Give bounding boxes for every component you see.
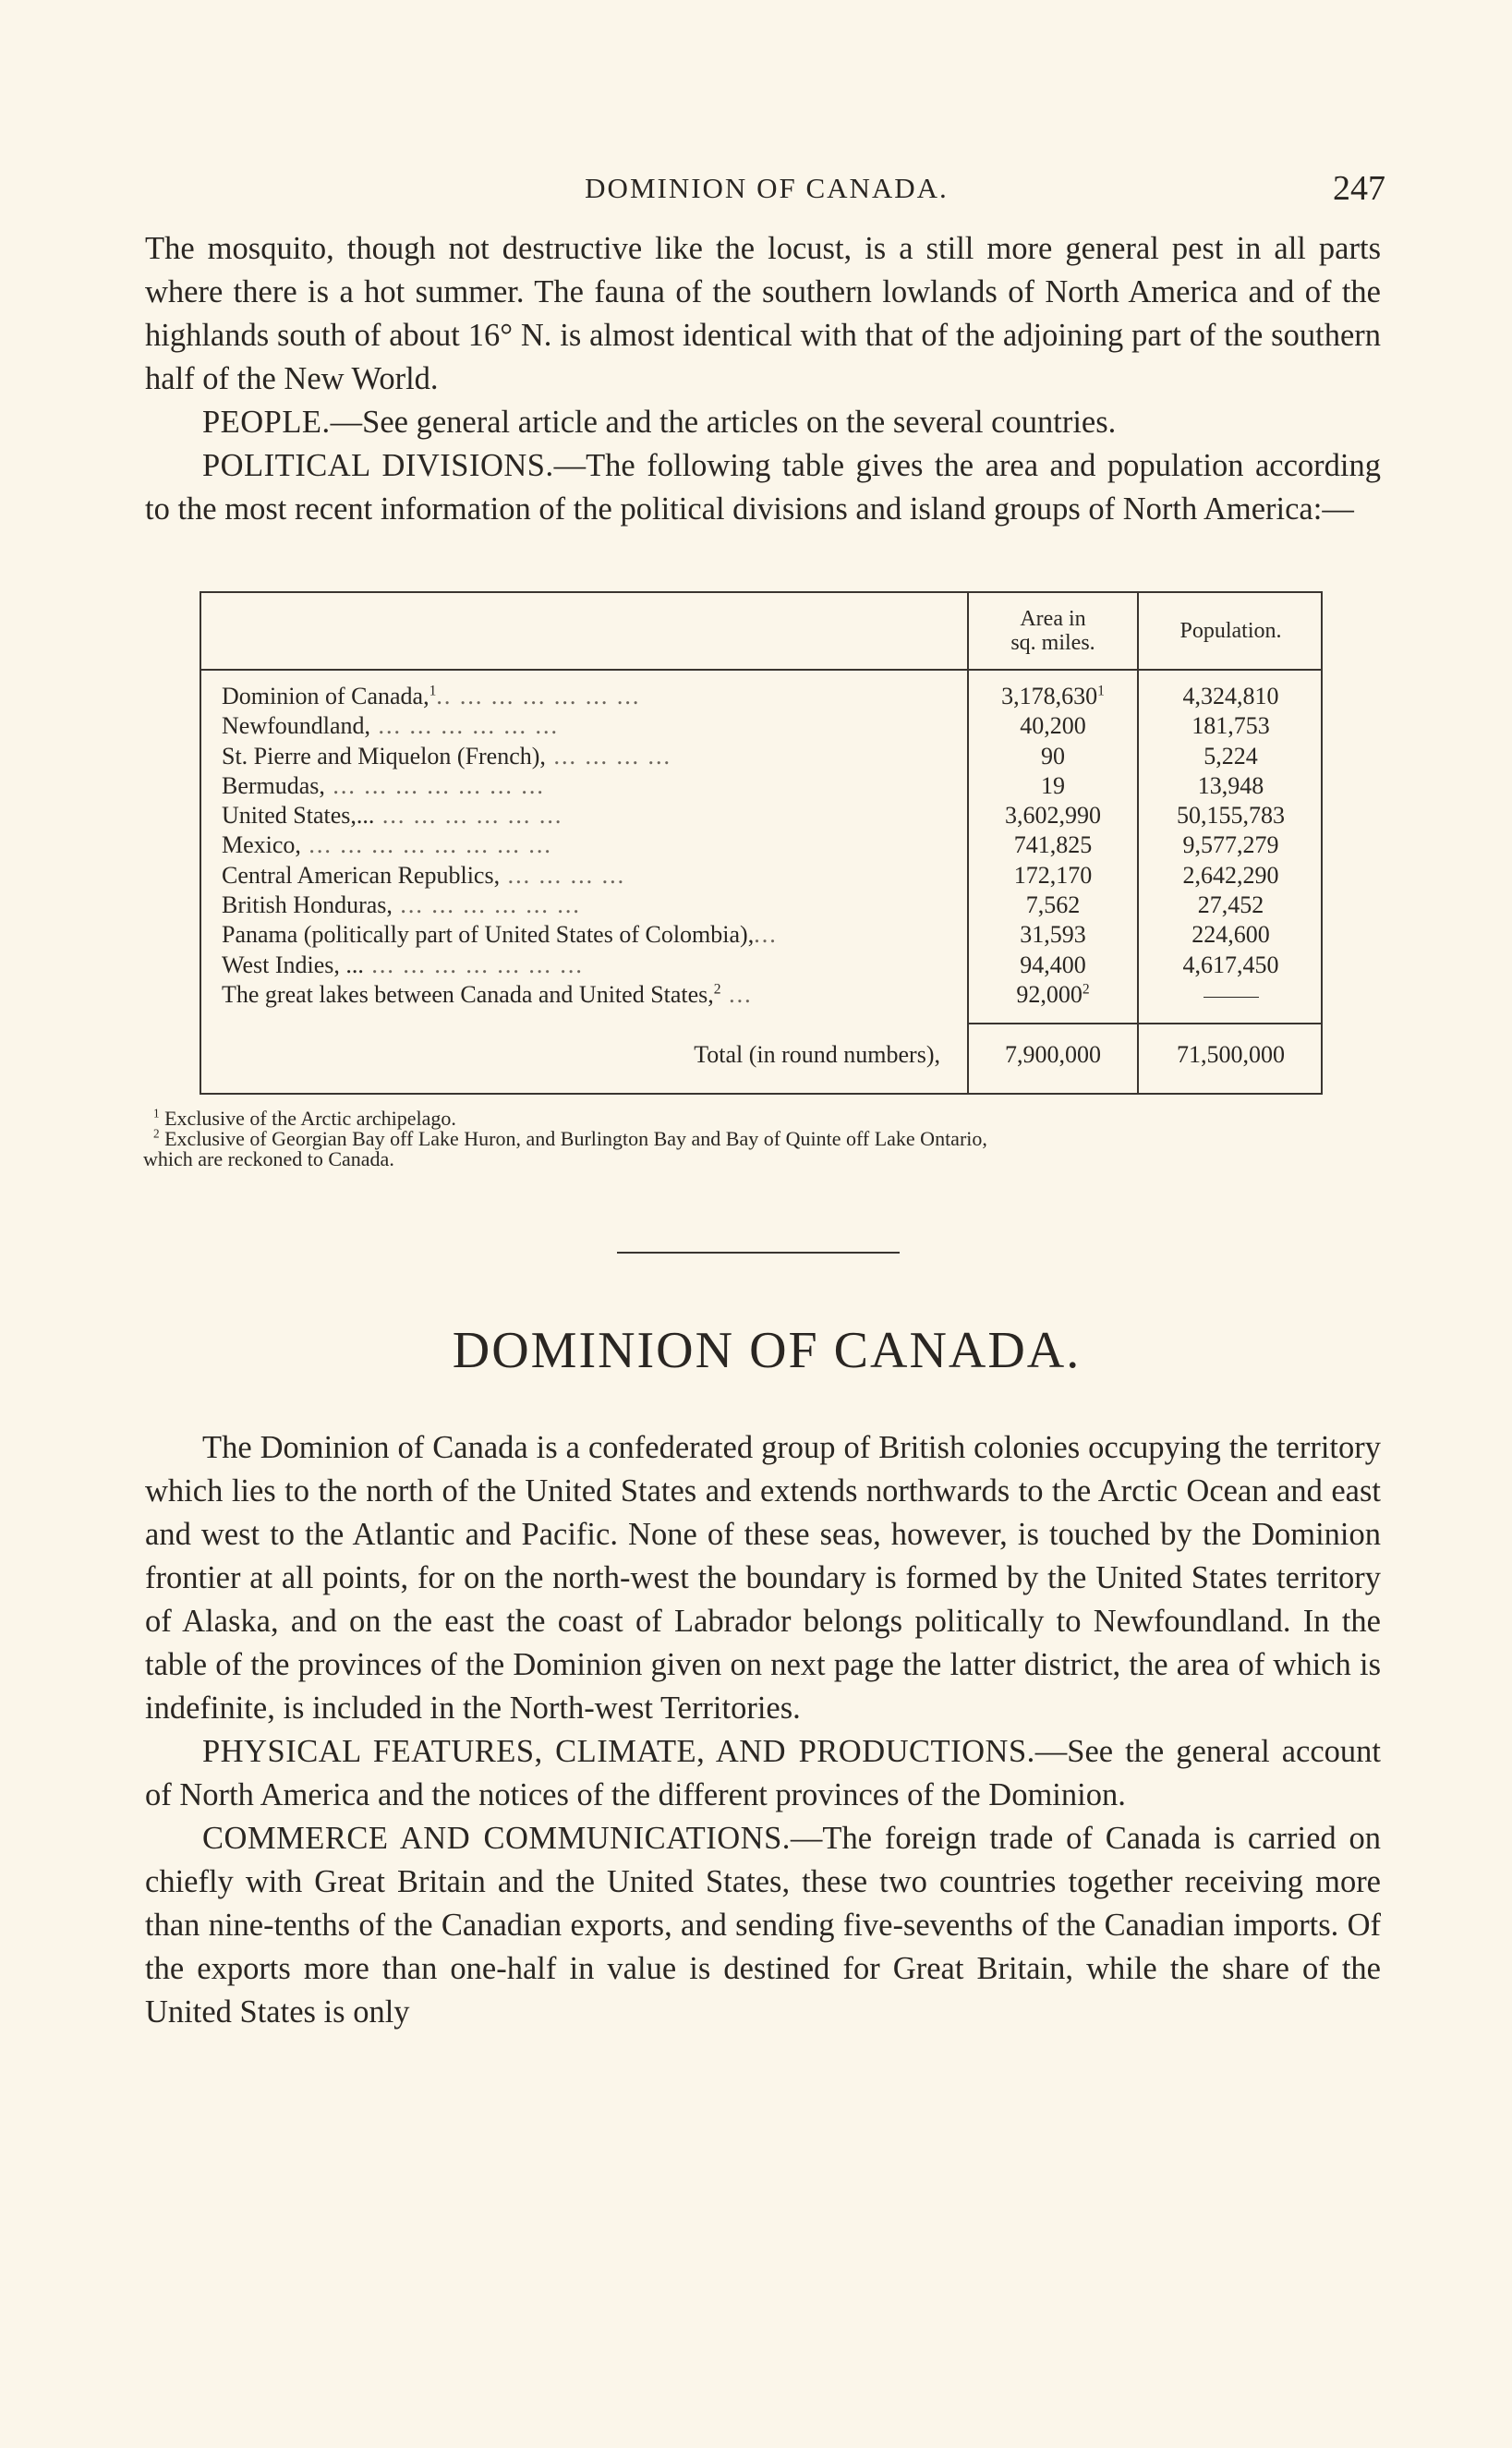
running-head [148,168,1385,208]
table-row [201,771,1321,801]
row-population: 50,155,783 [1177,802,1285,830]
table-row [201,830,1321,860]
footnote-1-mark: 1 [153,1106,160,1121]
row-division-name: Bermudas, ... ... ... ... ... ... ... [222,771,545,799]
row-population [1139,980,1323,1010]
running-title: DOMINION OF CANADA. [585,172,949,204]
row-division-name: Mexico, ... ... ... ... ... ... ... ... [222,831,552,859]
footnote-1 [143,1106,1399,1130]
row-area: 3,178,630$^1$ [1001,683,1105,709]
row-area: 40,200 [1020,712,1086,740]
header-area [969,593,1137,669]
table-row [201,801,1321,830]
row-population: 5,224 [1204,742,1258,770]
commerce-heading: COMMERCE AND COMMUNICATIONS. [202,1821,791,1856]
physical-heading: PHYSICAL FEATURES, CLIMATE, AND PRODUCTIONS. [202,1734,1035,1769]
page-number: 247 [1333,169,1385,208]
table-row [201,682,1321,711]
commerce-text: —The foreign trade of Canada is carried on chiefly with Great Britain and the United States, these two countries together receiving more than nine-tenths of the Canadian exports, and sending five-sevenths of the Canadian imports. Of the exports more than one-half in value is destined for Great Britain, while the share of the United States is only [145,1821,1381,2030]
total-label: Total (in round numbers), [694,1041,940,1068]
row-division-name: St. Pierre and Miquelon (French), ... ... ... ... [222,742,671,770]
table-row [201,742,1321,771]
total-population: 71,500,000 [1177,1041,1285,1068]
row-division-name: The great lakes between Canada and United States,$^2$ ... [222,980,753,1008]
footnote-2-mark: 2 [153,1126,160,1141]
intro-paragraph: The mosquito, though not destructive like the locust, is a still more general pest in all parts where there is a hot summer. The fauna of the southern lowlands of North America and of the highlands south of about 16° N. is almost identical with that of the adjoining part of the southern half of the New World. [145,231,1381,396]
row-division-name: British Honduras, ... ... ... ... ... ... [222,891,581,919]
footnote-1-text: Exclusive of the Arctic archipelago. [164,1107,456,1130]
physical-text: —See the general account of North America and the notices of the different provinces of the Dominion. [145,1734,1382,1812]
intro-text [145,227,1381,531]
row-division-name: Dominion of Canada,$^1$.. ... ... ... ... ... ... [222,683,641,709]
row-division-name: United States,... ... ... ... ... ... ... [222,802,563,830]
row-population: 224,600 [1191,921,1270,949]
commerce-paragraph [145,1817,1381,2034]
table-row [201,920,1321,950]
row-area: 3,602,990 [1005,802,1101,830]
header-area-line2: sq. miles. [1010,631,1095,655]
table-row [201,711,1321,741]
total-divider [967,1023,1321,1024]
row-area: 19 [1041,771,1065,799]
row-population: 4,324,810 [1182,683,1279,709]
section-paragraph-1: The Dominion of Canada is a confederated group of British colonies occupying the territory which lies to the north of the United States and extends northwards to the Arctic Ocean and east and west to the Atlantic and Pacific. None of these seas, however, is touched by the Dominion frontier at all points, for on the north-west the boundary is formed by the United States territory of Alaska, and on the east the coast of Labrador belongs politically to Newfoundland. In the table of the provinces of the Dominion given on next page the latter district, the area of which is indefinite, is included in the North-west Territories. [145,1430,1381,1726]
row-population: 9,577,279 [1182,831,1279,859]
section-rule [617,1252,900,1254]
footnote-2 [143,1126,1399,1150]
section-title: DOMINION OF CANADA. [452,1322,1082,1379]
row-area: 741,825 [1013,831,1093,859]
section-text [145,1426,1381,2034]
row-division-name: Central American Republics, ... ... ... ... [222,861,626,889]
people-text: —See general article and the articles on the several countries. [330,405,1117,440]
footnote-2-text: Exclusive of Georgian Bay off Lake Huron, and Burlington Bay and Bay of Quinte off Lake Ontario, [164,1127,987,1150]
row-population: 13,948 [1197,771,1264,799]
people-paragraph [145,401,1381,444]
row-division-name: Panama (politically part of United States of Colombia),... [222,921,778,949]
table-body [201,682,1321,1010]
row-area: 31,593 [1020,921,1086,949]
table-row [201,980,1321,1010]
footnote-2-continued: which are reckoned to Canada. [143,1147,394,1170]
header-divider [201,669,1321,671]
table-row [201,861,1321,891]
total-area: 7,900,000 [1005,1041,1101,1068]
political-paragraph [145,444,1381,531]
header-population: Population. [1179,619,1282,643]
row-population: 27,452 [1197,891,1264,919]
row-area: 90 [1041,742,1065,770]
header-area-line1: Area in [1020,607,1086,631]
political-divisions-table [200,591,1323,1095]
row-population: 4,617,450 [1182,951,1279,978]
row-population: 2,642,290 [1182,861,1279,889]
political-heading: POLITICAL DIVISIONS. [202,448,554,483]
row-area: 94,400 [1020,951,1086,978]
row-area: 172,170 [1013,861,1093,889]
political-text: —The following table gives the area and population according to the most recent information of the political divisions and island groups of North America:— [145,448,1381,527]
table-row [201,951,1321,980]
total-row [201,1036,1321,1073]
row-population: 181,753 [1191,712,1270,740]
empty-value-dash [1204,997,1259,998]
people-heading: PEOPLE. [202,405,331,440]
physical-paragraph [145,1730,1381,1817]
row-area: 7,562 [1025,891,1081,919]
row-area: 92,000$^2$ [1016,980,1090,1008]
table-row [201,891,1321,920]
row-division-name: West Indies, ... ... ... ... ... ... ... ... [222,951,584,978]
row-division-name: Newfoundland, ... ... ... ... ... ... [222,712,560,740]
footnotes [143,1106,1399,1170]
